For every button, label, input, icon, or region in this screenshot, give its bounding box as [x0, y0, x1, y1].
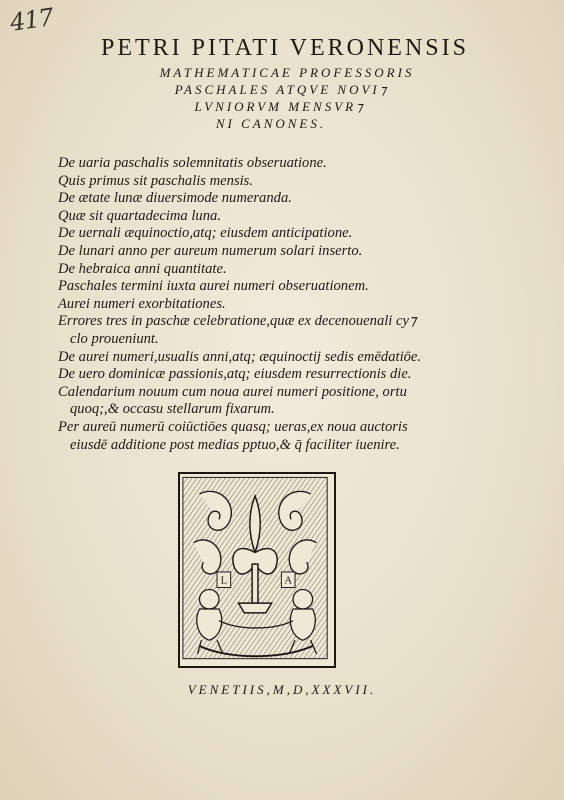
- contents-entry: Errores tres in paschæ celebratione,quæ ex decenouenali cy⁊: [58, 313, 417, 330]
- contents-entry: Calendarium nouum cum noua aurei numeri positione, ortu: [58, 383, 407, 400]
- contents-entry: De uero dominicæ passionis,atq; eiusdem resurrectionis die.: [58, 366, 412, 383]
- contents-entry: Aurei numeri exorbitationes.: [58, 295, 226, 312]
- title-line-2: MATHEMATICAE PROFESSORIS: [159, 65, 415, 80]
- title-line-4: LVNIORVM MENSVR⁊: [194, 99, 366, 114]
- contents-entry: Per aureū numerū coiūctiōes quasq; ueras,ex noua auctoris: [58, 418, 408, 435]
- contents-entry: De lunari anno per aureum numerum solari inserto.: [58, 242, 363, 259]
- imprint-line: VENETIIS,M,D,XXXVII.: [187, 682, 377, 697]
- manuscript-number: 417: [8, 3, 55, 37]
- contents-list: [58, 155, 478, 454]
- title-block: [40, 36, 520, 134]
- contents-entry: Paschales termini iuxta aurei numeri obseruationem.: [58, 278, 369, 295]
- title-line-1: PETRI PITATI VERONENSIS: [101, 35, 469, 61]
- title-line-3: PASCHALES ATQVE NOVI⁊: [174, 82, 390, 97]
- contents-entry: Quis primus sit paschalis mensis.: [58, 172, 254, 189]
- woodcut-initial-right: A: [284, 574, 293, 587]
- title-line-5: NI CANONES.: [215, 116, 327, 131]
- woodcut-initial-left: L: [220, 574, 228, 587]
- contents-entry: De uaria paschalis solemnitatis obseruatione.: [58, 155, 327, 171]
- contents-entry: De hebraica anni quantitate.: [58, 260, 227, 277]
- contents-entry: De ætate lunæ diuersimode numeranda.: [58, 190, 292, 207]
- contents-entry-continuation: clo proueniunt.: [70, 330, 159, 347]
- contents-entry: Quæ sit quartadecima luna.: [58, 207, 221, 224]
- printers-device-woodcut: [178, 472, 336, 668]
- woodcut-illustration: [180, 474, 334, 666]
- contents-entry-continuation: quoq;,& occasu stellarum fixarum.: [70, 401, 275, 418]
- contents-entry: De aurei numeri,usualis anni,atq; æquinoctij sedis emēdatiōe.: [58, 348, 422, 365]
- contents-entry-continuation: eiusdē additione post medias pptuo,& q̄ faciliter iuenire.: [70, 436, 400, 453]
- contents-entry: De uernali æquinoctio,atq; eiusdem anticipatione.: [58, 225, 353, 242]
